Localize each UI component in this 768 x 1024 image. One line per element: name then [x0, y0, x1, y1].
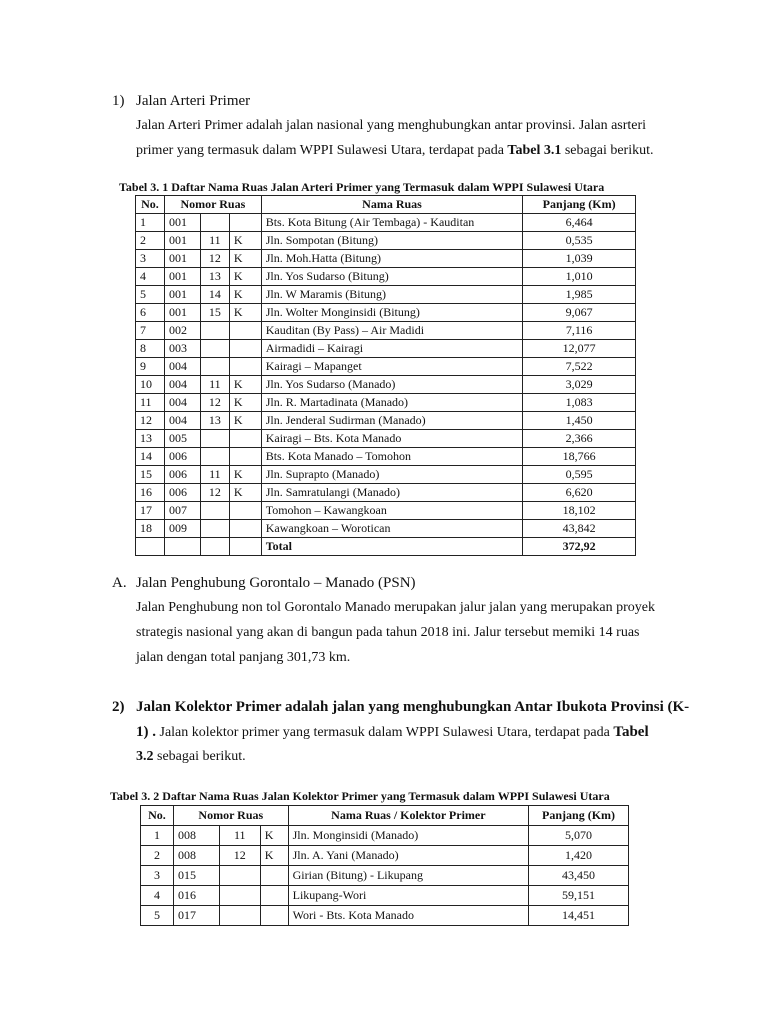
table2-caption: Tabel 3. 2 Daftar Nama Ruas Jalan Kolektor Primer yang Termasuk dalam WPPI Sulawesi Utara [110, 789, 610, 803]
cell-nomor: 004 [164, 358, 200, 376]
cell-no: 10 [136, 376, 165, 394]
cell-nama: Jln. Yos Sudarso (Manado) [261, 376, 523, 394]
table-row [136, 232, 636, 250]
cell-panjang: 1,420 [529, 846, 629, 866]
sectionA-title: Jalan Penghubung Gorontalo – Manado (PSN) [136, 575, 416, 591]
cell-nomor: 001 [164, 250, 200, 268]
table2-header-no: No. [141, 806, 174, 826]
cell-nomor: 005 [164, 430, 200, 448]
cell-sub [200, 340, 229, 358]
table-row [136, 520, 636, 538]
cell-no: 3 [141, 866, 174, 886]
cell-code: K [229, 484, 261, 502]
table-ref-3-2-word: Tabel [613, 724, 649, 740]
cell-code [260, 906, 288, 926]
section1-line2 [136, 143, 654, 159]
cell-nomor: 001 [164, 304, 200, 322]
table1-header-no: No. [136, 196, 165, 214]
cell-nama: Airmadidi – Kairagi [261, 340, 523, 358]
table1-header-nama: Nama Ruas [261, 196, 523, 214]
cell-panjang: 1,985 [523, 286, 636, 304]
cell-panjang: 0,595 [523, 466, 636, 484]
cell-code [229, 322, 261, 340]
cell-panjang: 7,522 [523, 358, 636, 376]
table1-header-row [136, 196, 636, 214]
cell-code [229, 520, 261, 538]
cell-no: 2 [141, 846, 174, 866]
cell-no: 3 [136, 250, 165, 268]
total-label: Total [261, 538, 523, 556]
table-row [136, 484, 636, 502]
cell-panjang: 1,083 [523, 394, 636, 412]
cell-panjang: 43,450 [529, 866, 629, 886]
cell-sub: 12 [219, 846, 260, 866]
cell-nama: Likupang-Wori [288, 886, 528, 906]
table-row [136, 466, 636, 484]
cell-code: K [260, 826, 288, 846]
empty-cell [164, 538, 200, 556]
cell-nama: Jln. R. Martadinata (Manado) [261, 394, 523, 412]
cell-panjang: 9,067 [523, 304, 636, 322]
cell-code [229, 358, 261, 376]
table-row [141, 906, 629, 926]
cell-nama: Jln. W Maramis (Bitung) [261, 286, 523, 304]
table-row [136, 394, 636, 412]
cell-no: 1 [136, 214, 165, 232]
cell-nama: Jln. Suprapto (Manado) [261, 466, 523, 484]
cell-panjang: 7,116 [523, 322, 636, 340]
cell-nama: Kairagi – Bts. Kota Manado [261, 430, 523, 448]
cell-no: 6 [136, 304, 165, 322]
section2-number: 2) [112, 699, 125, 715]
cell-nomor: 006 [164, 448, 200, 466]
table-row [141, 846, 629, 866]
cell-code [229, 214, 261, 232]
cell-panjang: 6,464 [523, 214, 636, 232]
table1 [135, 195, 636, 556]
section1-line1: Jalan Arteri Primer adalah jalan nasional yang menghubungkan antar provinsi. Jalan asrteri [136, 118, 647, 133]
cell-nomor: 004 [164, 376, 200, 394]
cell-code: K [229, 232, 261, 250]
empty-cell [136, 538, 165, 556]
cell-nama: Tomohon – Kawangkoan [261, 502, 523, 520]
table-row [136, 304, 636, 322]
cell-nomor: 002 [164, 322, 200, 340]
cell-code: K [229, 250, 261, 268]
cell-no: 15 [136, 466, 165, 484]
cell-panjang: 18,766 [523, 448, 636, 466]
cell-nama: Girian (Bitung) - Likupang [288, 866, 528, 886]
cell-sub [200, 520, 229, 538]
table-row [136, 322, 636, 340]
cell-sub [200, 322, 229, 340]
cell-nomor: 006 [164, 484, 200, 502]
table-row [136, 448, 636, 466]
sectionA-letter: A. [112, 575, 127, 591]
table-row [141, 826, 629, 846]
cell-code: K [229, 412, 261, 430]
section2-line2 [136, 724, 649, 741]
cell-panjang: 12,077 [523, 340, 636, 358]
cell-panjang: 2,366 [523, 430, 636, 448]
cell-nomor: 001 [164, 214, 200, 232]
table-row [136, 376, 636, 394]
section1-line2-text: primer yang termasuk dalam WPPI Sulawesi Utara, terdapat pada [136, 143, 508, 158]
section2-k1: 1) . [136, 724, 156, 740]
section2-line3 [136, 749, 246, 765]
cell-panjang: 1,010 [523, 268, 636, 286]
cell-no: 12 [136, 412, 165, 430]
cell-sub [200, 214, 229, 232]
cell-nama: Kauditan (By Pass) – Air Madidi [261, 322, 523, 340]
section1-line2-end: sebagai berikut. [561, 143, 654, 158]
cell-nomor: 008 [173, 826, 219, 846]
cell-sub: 12 [200, 484, 229, 502]
cell-sub: 13 [200, 412, 229, 430]
cell-panjang: 1,039 [523, 250, 636, 268]
section2-title: Jalan Kolektor Primer adalah jalan yang menghubungkan Antar Ibukota Provinsi (K- [136, 699, 690, 715]
cell-nama: Kawangkoan – Worotican [261, 520, 523, 538]
cell-nomor: 008 [173, 846, 219, 866]
cell-no: 8 [136, 340, 165, 358]
cell-sub: 14 [200, 286, 229, 304]
cell-code [229, 502, 261, 520]
cell-nomor: 004 [164, 412, 200, 430]
cell-no: 5 [141, 906, 174, 926]
sectionA-line3: jalan dengan total panjang 301,73 km. [136, 650, 351, 665]
cell-panjang: 3,029 [523, 376, 636, 394]
cell-nama: Jln. Monginsidi (Manado) [288, 826, 528, 846]
table-row [136, 286, 636, 304]
cell-sub [219, 906, 260, 926]
table-row [136, 358, 636, 376]
cell-code: K [260, 846, 288, 866]
cell-panjang: 18,102 [523, 502, 636, 520]
cell-sub: 12 [200, 394, 229, 412]
table-row [141, 866, 629, 886]
cell-nomor: 015 [173, 866, 219, 886]
table2 [140, 805, 629, 926]
cell-sub: 11 [200, 232, 229, 250]
cell-no: 7 [136, 322, 165, 340]
table2-header-row [141, 806, 629, 826]
cell-no: 9 [136, 358, 165, 376]
table-total-row [136, 538, 636, 556]
sectionA-line2: strategis nasional yang akan di bangun pada tahun 2018 ini. Jalur tersebut memiki 14 ruas [136, 625, 640, 640]
cell-panjang: 6,620 [523, 484, 636, 502]
table1-caption: Tabel 3. 1 Daftar Nama Ruas Jalan Arteri Primer yang Termasuk dalam WPPI Sulawesi Utara [119, 180, 605, 194]
table1-header-nomor: Nomor Ruas [164, 196, 261, 214]
cell-code: K [229, 268, 261, 286]
cell-nomor: 001 [164, 232, 200, 250]
table2-header-nomor: Nomor Ruas [173, 806, 288, 826]
cell-nama: Kairagi – Mapanget [261, 358, 523, 376]
cell-code: K [229, 466, 261, 484]
cell-code [260, 866, 288, 886]
cell-nama: Jln. Moh.Hatta (Bitung) [261, 250, 523, 268]
cell-sub: 11 [219, 826, 260, 846]
table-row [136, 250, 636, 268]
cell-no: 4 [141, 886, 174, 906]
cell-nomor: 001 [164, 268, 200, 286]
cell-nomor: 016 [173, 886, 219, 906]
cell-nomor: 003 [164, 340, 200, 358]
cell-no: 2 [136, 232, 165, 250]
cell-sub: 11 [200, 376, 229, 394]
cell-panjang: 0,535 [523, 232, 636, 250]
total-value: 372,92 [523, 538, 636, 556]
cell-nama: Jln. Yos Sudarso (Bitung) [261, 268, 523, 286]
cell-code: K [229, 304, 261, 322]
cell-panjang: 14,451 [529, 906, 629, 926]
cell-nama: Jln. Jenderal Sudirman (Manado) [261, 412, 523, 430]
cell-sub: 13 [200, 268, 229, 286]
cell-nomor: 001 [164, 286, 200, 304]
cell-nama: Jln. Samratulangi (Manado) [261, 484, 523, 502]
cell-panjang: 59,151 [529, 886, 629, 906]
cell-no: 11 [136, 394, 165, 412]
table1-header-panjang: Panjang (Km) [523, 196, 636, 214]
cell-no: 14 [136, 448, 165, 466]
cell-nomor: 017 [173, 906, 219, 926]
cell-code: K [229, 376, 261, 394]
cell-no: 5 [136, 286, 165, 304]
table-row [136, 502, 636, 520]
cell-sub [200, 358, 229, 376]
table-row [136, 214, 636, 232]
cell-code [229, 340, 261, 358]
cell-nomor: 009 [164, 520, 200, 538]
section1-number: 1) [112, 93, 125, 109]
table-ref-3-2-number: 3.2 [136, 749, 154, 764]
cell-code: K [229, 394, 261, 412]
cell-nama: Jln. A. Yani (Manado) [288, 846, 528, 866]
cell-nama: Jln. Wolter Monginsidi (Bitung) [261, 304, 523, 322]
cell-no: 13 [136, 430, 165, 448]
cell-nomor: 004 [164, 394, 200, 412]
cell-nama: Bts. Kota Bitung (Air Tembaga) - Kauditan [261, 214, 523, 232]
cell-sub [200, 502, 229, 520]
empty-cell [229, 538, 261, 556]
cell-sub: 11 [200, 466, 229, 484]
cell-sub [200, 448, 229, 466]
empty-cell [200, 538, 229, 556]
cell-panjang: 5,070 [529, 826, 629, 846]
cell-sub: 12 [200, 250, 229, 268]
cell-nama: Bts. Kota Manado – Tomohon [261, 448, 523, 466]
cell-panjang: 1,450 [523, 412, 636, 430]
cell-sub [200, 430, 229, 448]
cell-code [229, 430, 261, 448]
cell-no: 1 [141, 826, 174, 846]
cell-panjang: 43,842 [523, 520, 636, 538]
section1-title: Jalan Arteri Primer [136, 93, 251, 109]
cell-nomor: 007 [164, 502, 200, 520]
cell-nomor: 006 [164, 466, 200, 484]
table-row [136, 268, 636, 286]
cell-nama: Jln. Sompotan (Bitung) [261, 232, 523, 250]
section2-line3-text: sebagai berikut. [153, 749, 246, 764]
cell-sub [219, 866, 260, 886]
cell-nama: Wori - Bts. Kota Manado [288, 906, 528, 926]
cell-no: 18 [136, 520, 165, 538]
table-row [141, 886, 629, 906]
cell-code: K [229, 286, 261, 304]
cell-sub [219, 886, 260, 906]
section2-line2-text: Jalan kolektor primer yang termasuk dalam WPPI Sulawesi Utara, terdapat pada [156, 725, 614, 740]
cell-no: 17 [136, 502, 165, 520]
cell-no: 16 [136, 484, 165, 502]
table2-header-panjang: Panjang (Km) [529, 806, 629, 826]
cell-code [229, 448, 261, 466]
table-row [136, 430, 636, 448]
table-row [136, 340, 636, 358]
cell-sub: 15 [200, 304, 229, 322]
table-row [136, 412, 636, 430]
table-ref-3-1: Tabel 3.1 [507, 143, 562, 158]
cell-no: 4 [136, 268, 165, 286]
table2-header-nama: Nama Ruas / Kolektor Primer [288, 806, 528, 826]
sectionA-line1: Jalan Penghubung non tol Gorontalo Manado merupakan jalur jalan yang merupakan proyek [136, 600, 656, 615]
cell-code [260, 886, 288, 906]
